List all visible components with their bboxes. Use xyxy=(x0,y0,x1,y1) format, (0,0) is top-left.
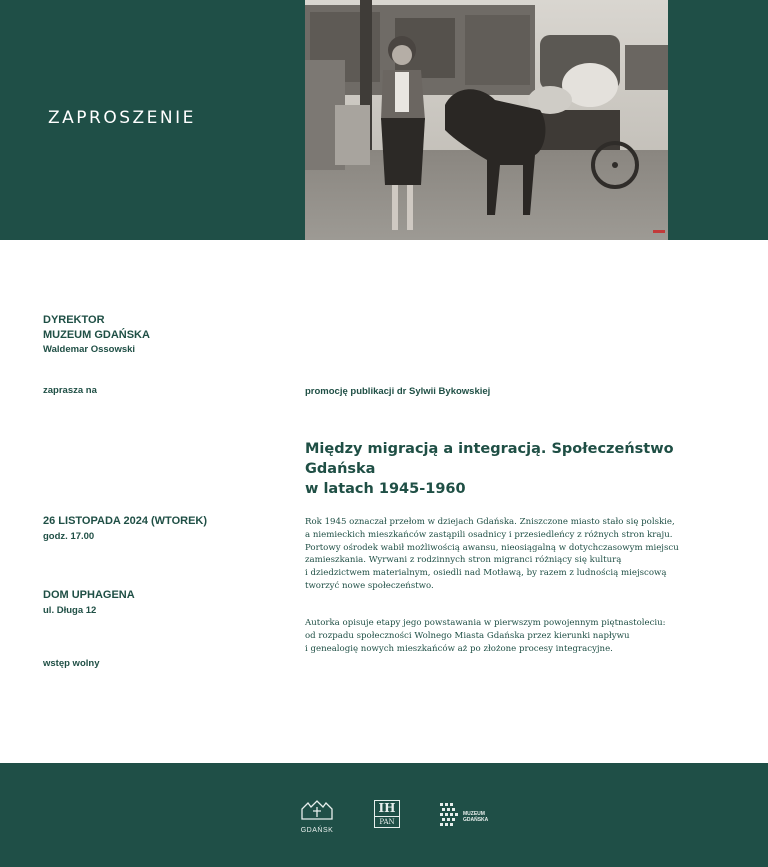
host-title-line1: DYREKTOR xyxy=(43,314,105,326)
archival-photo xyxy=(305,0,668,240)
admission-note: wstęp wolny xyxy=(43,658,100,669)
museum-logo-line2: GDAŃSKA xyxy=(463,817,489,823)
description-paragraph-2 xyxy=(305,617,725,655)
description-line: zamieszkania. Wyrwani z rodzinnych stron migranci różniący się kulturą xyxy=(305,555,622,566)
description-line: Portowy ośrodek wabił możliwością awansu, nieosiągalną w dotychczasowym miejscu xyxy=(305,542,679,553)
event-date: 26 LISTOPADA 2024 (WTOREK) xyxy=(43,515,208,527)
museum-dots-icon xyxy=(440,803,460,829)
book-title xyxy=(305,439,705,499)
description-line: Rok 1945 oznaczał przełom w dziejach Gdańska. Zniszczone miasto stało się polskie, xyxy=(305,517,675,527)
book-title-line2: w latach 1945-1960 xyxy=(305,481,466,497)
header-band xyxy=(0,0,768,240)
book-title-line1: Między migracją a integracją. Społeczeństwo Gdańska xyxy=(305,441,674,477)
ih-pan-logo-top: IH xyxy=(375,801,399,817)
event-intro: promocję publikacji dr Sylwii Bykowskiej xyxy=(305,386,491,397)
description-line: i dziedzictwem materialnym, osiedli nad Motławą, by razem z ludnością miejscową xyxy=(305,568,667,579)
ih-pan-logo xyxy=(374,800,400,828)
description-line: Autorka opisuje etapy jego powstawania w pierwszym powojennym piętnastoleciu: xyxy=(305,618,666,628)
footer-band xyxy=(0,763,768,867)
museum-logo xyxy=(440,803,500,829)
host-name: Waldemar Ossowski xyxy=(43,344,136,355)
gdansk-crest-icon xyxy=(298,799,336,821)
event-time: godz. 17.00 xyxy=(43,531,95,542)
description-line: a niemieckich mieszkańców zastąpili osadnicy i przesiedleńcy z różnych stron kraju. xyxy=(305,529,673,540)
description-paragraph-1 xyxy=(305,516,725,593)
description-line: tworzyć nowe społeczeństwo. xyxy=(305,580,434,591)
museum-logo-line1: MUZEUM xyxy=(463,811,485,817)
page-title: ZAPROSZENIE xyxy=(48,108,196,128)
photo-illustration xyxy=(305,0,668,240)
host-title-line2: MUZEUM GDAŃSKA xyxy=(43,329,150,341)
description-line: od rozpadu społeczności Wolnego Miasta Gdańska przez kierunki napływu xyxy=(305,630,630,641)
invites-text: zaprasza na xyxy=(43,385,97,396)
event-venue: DOM UPHAGENA xyxy=(43,589,135,601)
event-address: ul. Długa 12 xyxy=(43,605,97,616)
ih-pan-logo-bottom: PAN xyxy=(379,818,395,826)
gdansk-logo-text: GDAŃSK xyxy=(300,827,334,834)
gdansk-logo xyxy=(297,799,337,834)
description-line: i genealogię nowych mieszkańców aż po złożone procesy integracyjne. xyxy=(305,643,613,654)
